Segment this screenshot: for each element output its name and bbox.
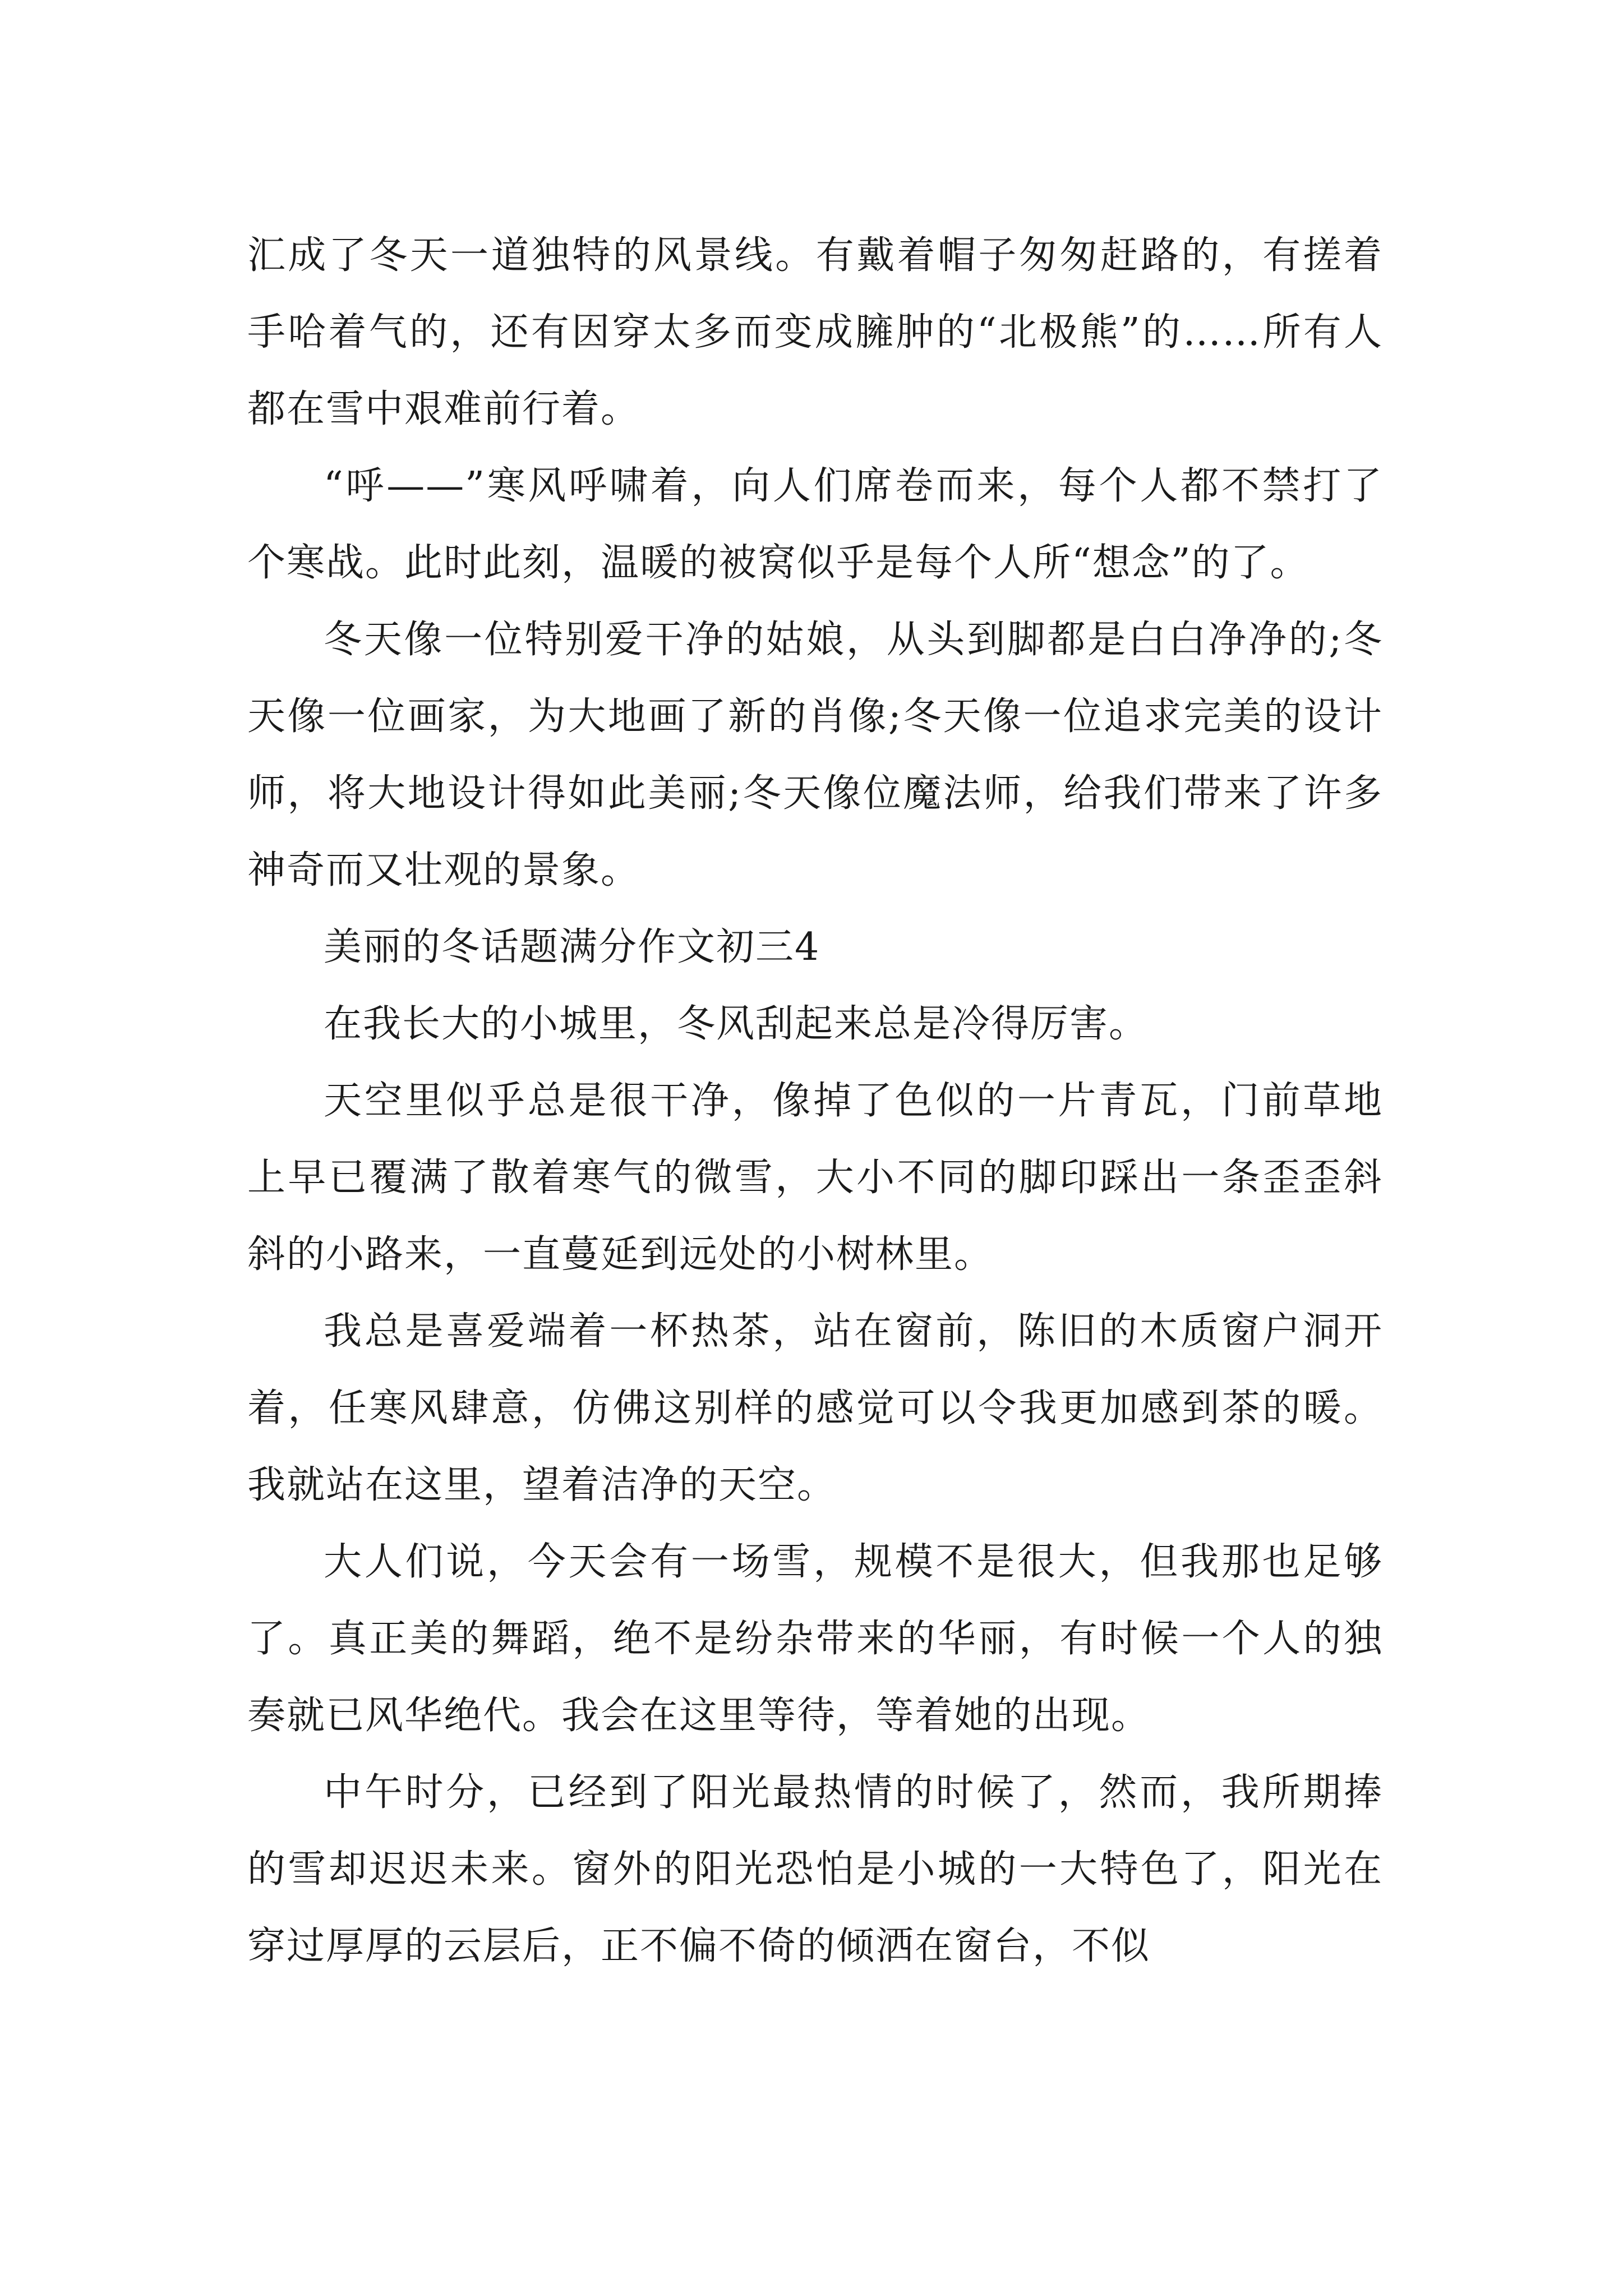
paragraph: “呼——”寒风呼啸着，向人们席卷而来，每个人都不禁打了个寒战。此时此刻，温暖的被窝似乎是每个人所“想念”的了。	[247, 464, 1383, 585]
paragraph: 大人们说，今天会有一场雪，规模不是很大，但我那也足够了。真正美的舞蹈，绝不是纷杂带来的华丽，有时候一个人的独奏就已风华绝代。我会在这里等待，等着她的出现。	[247, 1540, 1383, 1738]
paragraph: 汇成了冬天一道独特的风景线。有戴着帽子匆匆赶路的，有搓着手哈着气的，还有因穿太多而变成臃肿的“北极熊”的……所有人都在雪中艰难前行着。	[247, 233, 1383, 431]
paragraph: 天空里似乎总是很干净，像掉了色似的一片青瓦，门前草地上早已覆满了散着寒气的微雪，大小不同的脚印踩出一条歪歪斜斜的小路来，一直蔓延到远处的小树林里。	[247, 1079, 1383, 1277]
paragraph: 在我长大的小城里，冬风刮起来总是冷得厉害。	[324, 1002, 1149, 1046]
paragraph: 冬天像一位特别爱干净的姑娘，从头到脚都是白白净净的;冬天像一位画家，为大地画了新的肖像;冬天像一位追求完美的设计师，将大地设计得如此美丽;冬天像位魔法师，给我们带来了许多神奇而又壮观的景象。	[247, 618, 1383, 892]
paragraph: 我总是喜爱端着一杯热茶，站在窗前，陈旧的木质窗户洞开着，任寒风肆意，仿佛这别样的感觉可以令我更加感到茶的暖。我就站在这里，望着洁净的天空。	[247, 1309, 1383, 1507]
paragraph: 中午时分，已经到了阳光最热情的时候了，然而，我所期捧的雪却迟迟未来。窗外的阳光恐怕是小城的一大特色了，阳光在穿过厚厚的云层后，正不偏不倚的倾洒在窗台，不似	[247, 1770, 1383, 1968]
body-text	[247, 217, 1383, 1985]
section-heading: 美丽的冬话题满分作文初三4	[324, 925, 820, 969]
